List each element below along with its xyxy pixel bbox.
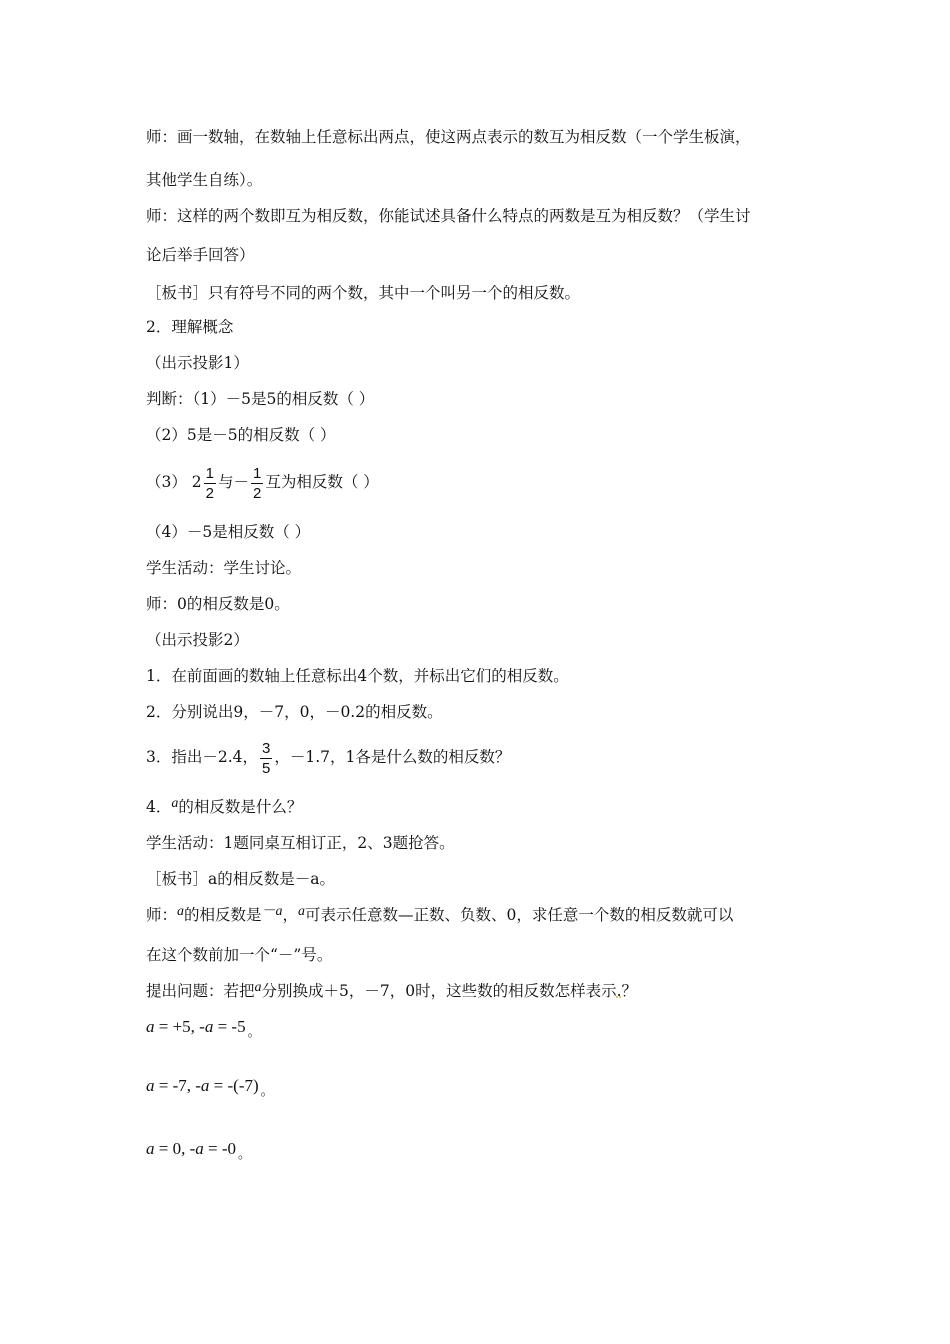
paragraph-text: ？ bbox=[621, 982, 638, 1000]
paragraph-line bbox=[146, 905, 733, 927]
math-equation bbox=[146, 1076, 274, 1096]
paragraph-text: 的相反数是 bbox=[184, 906, 262, 924]
paragraph-text: 分别换成＋5，－7，0时，这些数的相反数怎样表示 bbox=[261, 982, 617, 1000]
fraction-denominator: 2 bbox=[205, 484, 214, 502]
paragraph-line: （出示投影2） bbox=[146, 631, 249, 649]
math-variable: a bbox=[200, 1076, 210, 1095]
paragraph-line: 学生活动：学生讨论。 bbox=[146, 559, 302, 577]
math-text: = +5, - bbox=[154, 1017, 205, 1036]
math-variable: a bbox=[204, 1017, 214, 1036]
fraction-bar bbox=[251, 483, 263, 484]
paragraph-text: . bbox=[616, 982, 622, 1000]
board-note: ［板书］a的相反数是－a。 bbox=[146, 870, 335, 888]
math-variable: a bbox=[146, 1017, 155, 1036]
section-heading: 2．理解概念 bbox=[146, 318, 234, 336]
exercise-text: 3．指出－2.4， bbox=[146, 748, 259, 766]
paragraph-text: 师： bbox=[146, 906, 178, 924]
period-mark: 。 bbox=[260, 1083, 274, 1098]
question-line: 判断：（1）－5是5的相反数（ ） bbox=[146, 390, 375, 408]
paragraph-line: （出示投影1） bbox=[146, 354, 249, 372]
fraction bbox=[204, 465, 216, 502]
paragraph-line: 师：这样的两个数即互为相反数，你能试述具备什么特点的两数是互为相反数？（学生讨 bbox=[146, 207, 751, 225]
math-variable: a bbox=[146, 1076, 155, 1095]
question-text: 互为相反数（ ） bbox=[265, 473, 379, 491]
question-text: 与－ bbox=[218, 473, 250, 491]
question-line bbox=[146, 463, 379, 502]
math-expression: －a bbox=[261, 904, 283, 919]
fraction-numerator: 1 bbox=[253, 464, 262, 482]
paragraph-line: 师：画一数轴，在数轴上任意标出两点，使这两点表示的数互为相反数（一个学生板演， bbox=[146, 128, 751, 146]
question-text: （3） 2 bbox=[146, 473, 202, 491]
math-variable: a bbox=[171, 796, 179, 811]
question-line: （4）－5是相反数（ ） bbox=[146, 523, 311, 541]
fraction bbox=[260, 740, 272, 777]
fraction-numerator: 3 bbox=[262, 739, 271, 757]
math-variable: a bbox=[298, 904, 306, 919]
fraction-denominator: 2 bbox=[253, 484, 262, 502]
exercise-text: ，－1.7，1各是什么数的相反数？ bbox=[274, 748, 511, 766]
exercise-line bbox=[146, 738, 510, 777]
period-mark: 。 bbox=[247, 1024, 261, 1039]
paragraph-line: 其他学生自练）。 bbox=[146, 171, 263, 189]
exercise-text: 4． bbox=[146, 798, 172, 816]
exercise-line: 2．分别说出9，－7，0，－0.2的相反数。 bbox=[146, 703, 443, 721]
paragraph-text: 可表示任意数—正数、负数、0，求任意一个数的相反数就可以 bbox=[305, 906, 734, 924]
paragraph-text: 提出问题：若把 bbox=[146, 982, 255, 1000]
math-text: = -5 bbox=[213, 1017, 246, 1036]
paragraph-line: 学生活动：1题同桌互相订正，2、3题抢答。 bbox=[146, 834, 455, 852]
paragraph-line: 论后举手回答） bbox=[146, 246, 255, 264]
fraction-bar bbox=[260, 758, 272, 759]
math-variable: a bbox=[254, 980, 262, 995]
fraction-bar bbox=[204, 483, 216, 484]
fraction bbox=[251, 465, 263, 502]
board-note: ［板书］只有符号不同的两个数，其中一个叫另一个的相反数。 bbox=[146, 284, 581, 302]
exercise-line: 1．在前面画的数轴上任意标出4个数，并标出它们的相反数。 bbox=[146, 667, 569, 685]
math-variable: a bbox=[146, 1139, 155, 1158]
math-text: = 0, - bbox=[154, 1139, 196, 1158]
math-text: = -(-7) bbox=[209, 1076, 259, 1095]
math-equation bbox=[146, 1017, 261, 1037]
question-line: （2）5是－5的相反数（ ） bbox=[146, 426, 336, 444]
math-variable: a bbox=[177, 904, 185, 919]
math-text: = -7, - bbox=[154, 1076, 201, 1095]
exercise-text: 的相反数是什么？ bbox=[178, 798, 303, 816]
fraction-numerator: 1 bbox=[205, 464, 214, 482]
paragraph-text: ， bbox=[282, 906, 299, 924]
paragraph-line: 在这个数前加一个“－”号。 bbox=[146, 946, 333, 964]
fraction-denominator: 5 bbox=[262, 759, 271, 777]
math-text: = -0 bbox=[203, 1139, 236, 1158]
math-variable: a bbox=[195, 1139, 204, 1158]
math-equation bbox=[146, 1139, 251, 1159]
paragraph-line: 师：0的相反数是0。 bbox=[146, 595, 290, 613]
paragraph-line bbox=[146, 981, 637, 1003]
exercise-line bbox=[146, 797, 302, 819]
period-mark: 。 bbox=[238, 1146, 252, 1161]
